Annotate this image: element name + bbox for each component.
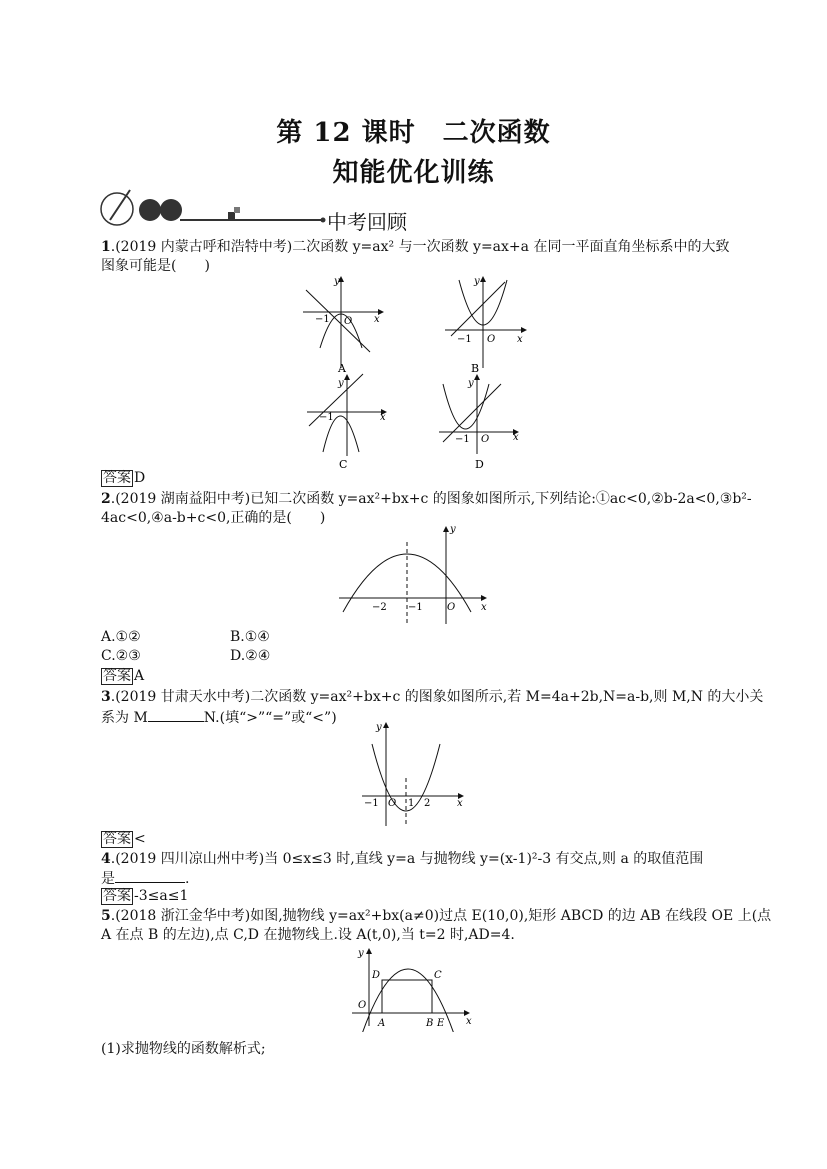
q1c-x-label: x xyxy=(380,412,386,423)
q5-line2: A 在点 B 的左边),点 C,D 在抛物线上.设 A(t,0),当 t=2 时,AD=4. xyxy=(101,927,515,943)
q5-x-label: x xyxy=(466,1016,472,1027)
q2-graph xyxy=(335,522,495,626)
q1-line1: 1.(2019 内蒙古呼和浩特中考)二次函数 y=ax² 与一次函数 y=ax+a 在同一平面直角坐标系中的大致 xyxy=(101,239,730,255)
q1-graph-b xyxy=(441,270,531,374)
q1d-x-label: x xyxy=(513,432,519,443)
q5-label-c: C xyxy=(434,970,442,981)
q4-answer: 答案 -3≤a≤1 xyxy=(103,888,189,904)
page-subtitle: 知能优化训练 xyxy=(332,158,495,188)
q4-blank[interactable] xyxy=(115,868,185,883)
q1a-x-label: x xyxy=(374,314,380,325)
q1a-tick: −1 xyxy=(315,314,330,325)
q1d-y-label: y xyxy=(468,378,474,389)
q1b-y-label: y xyxy=(474,276,480,287)
answer-tag: 答案 xyxy=(103,668,131,684)
q1-answer: 答案 D xyxy=(103,470,146,486)
q5-label-d: D xyxy=(372,970,381,981)
q3-blank[interactable] xyxy=(148,707,204,722)
q1a-y-label: y xyxy=(334,276,340,287)
q2-line2: 4ac<0,④a-b+c<0,正确的是( ) xyxy=(101,510,326,526)
q1b-x-label: x xyxy=(517,334,523,345)
q1d-tick: −1 xyxy=(455,434,470,445)
q1b-letter: B xyxy=(471,362,480,374)
q2-option-c: C.②③ xyxy=(101,648,141,664)
q2-option-b: B.①④ xyxy=(230,629,270,645)
q2-tick-minus2: −2 xyxy=(372,602,387,613)
q2-tick-minus1: −1 xyxy=(408,602,423,613)
q3-line1: 3.(2019 甘肃天水中考)二次函数 y=ax²+bx+c 的图象如图所示,若 M=4a+2b,N=a-b,则 M,N 的大小关 xyxy=(101,689,764,705)
q2-line1: 2.(2019 湖南益阳中考)已知二次函数 y=ax²+bx+c 的图象如图所示,下列结论:①ac<0,②b-2a<0,③b²- xyxy=(101,491,752,507)
answer-tag: 答案 xyxy=(103,888,131,904)
q3-graph xyxy=(358,718,468,828)
q3-y-label: y xyxy=(376,722,382,733)
q3-origin: O xyxy=(388,798,397,809)
q4-line2: 是 . xyxy=(101,868,727,889)
q1a-letter: A xyxy=(338,362,346,374)
q5-label-b: B xyxy=(426,1018,434,1029)
section-title: 中考回顾 xyxy=(327,210,407,234)
q5-line1: 5.(2018 浙江金华中考)如图,抛物线 y=ax²+bx(a≠0)过点 E(10,0),矩形 ABCD 的边 AB 在线段 OE 上(点 xyxy=(101,908,772,924)
q2-origin: O xyxy=(447,602,456,613)
q1-graph-a xyxy=(298,270,388,374)
q2-answer: 答案 A xyxy=(103,668,145,684)
q2-x-label: x xyxy=(481,602,487,613)
q1c-letter: C xyxy=(339,458,348,470)
q4-line1: 4.(2019 四川凉山州中考)当 0≤x≤3 时,直线 y=a 与抛物线 y=(x-1)²-3 有交点,则 a 的取值范围 xyxy=(101,851,704,867)
q1-graph-c xyxy=(303,372,393,470)
q3-tick-minus1: −1 xyxy=(364,798,379,809)
q5-label-e: E xyxy=(437,1018,445,1029)
q3-answer: 答案 < xyxy=(103,831,146,847)
answer-tag: 答案 xyxy=(103,470,131,486)
q1b-tick: −1 xyxy=(457,334,472,345)
q3-tick-2: 2 xyxy=(424,798,431,809)
q3-line2: 系为 M N.(填“>”“=”或“<”) xyxy=(101,707,727,728)
q1b-origin: O xyxy=(487,334,496,345)
q1-line2: 图象可能是( ) xyxy=(101,258,210,274)
answer-tag: 答案 xyxy=(103,831,131,847)
q1c-y-label: y xyxy=(338,378,344,389)
q2-option-a: A.①② xyxy=(101,629,141,645)
q1-graph-d xyxy=(435,372,527,470)
q5-y-label: y xyxy=(358,948,364,959)
q1c-tick: −1 xyxy=(319,412,334,423)
q1d-letter: D xyxy=(475,458,484,470)
q5-label-a: A xyxy=(378,1018,386,1029)
q5-graph xyxy=(346,944,480,1032)
page-title: 第 12 课时 二次函数 xyxy=(276,118,551,148)
q2-y-label: y xyxy=(450,524,456,535)
q3-x-label: x xyxy=(457,798,463,809)
q5-origin: O xyxy=(358,1000,367,1011)
q1a-origin: O xyxy=(344,316,353,327)
q2-option-d: D.②④ xyxy=(230,648,271,664)
q1d-origin: O xyxy=(481,434,490,445)
q5-subquestion-1: (1)求抛物线的函数解析式; xyxy=(101,1041,266,1057)
q3-tick-1: 1 xyxy=(408,798,415,809)
